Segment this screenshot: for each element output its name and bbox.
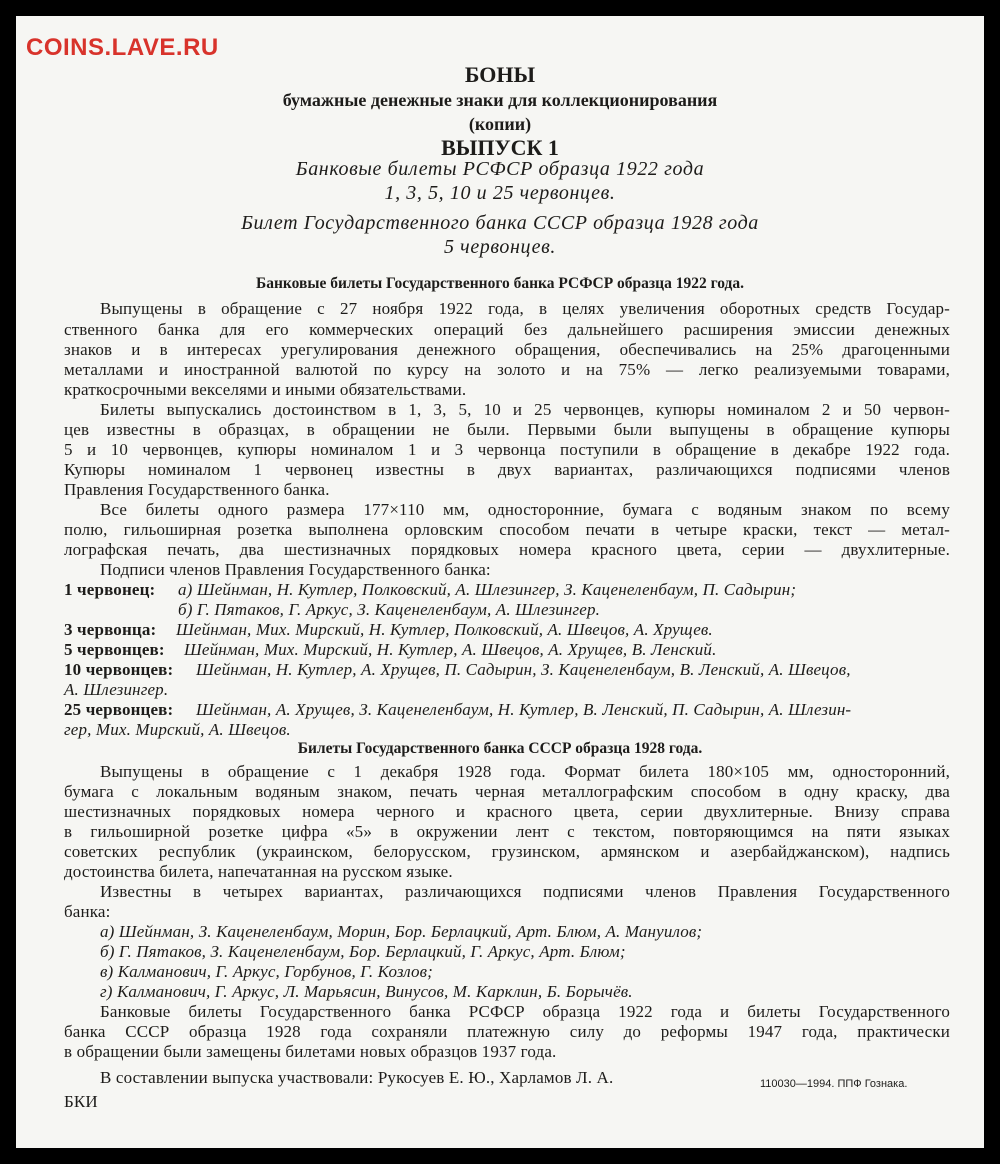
s2-p3-line: Банковые билеты Государственного банка РСФСР образца 1922 года и билеты Государственного: [100, 1002, 950, 1021]
variant-a: а) Шейнман, З. Каценеленбаум, Морин, Бор. Берлацкий, Арт. Блюм, А. Мануилов;: [100, 922, 703, 941]
sig-label-3: 3 червонца:: [64, 620, 157, 639]
sig-25-cont: гер, Мих. Мирский, А. Швецов.: [64, 720, 291, 739]
sig-3: Шейнман, Мих. Мирский, Н. Кутлер, Полковский, А. Швецов, А. Хрущев.: [176, 620, 713, 639]
s1-p1-line: Выпущены в обращение с 27 ноября 1922 года, в целях увеличения оборотных средств Государ-: [100, 299, 950, 318]
variant-c: в) Калманович, Г. Аркус, Горбунов, Г. Козлов;: [100, 962, 433, 981]
issue-number: ВЫПУСК 1: [441, 135, 559, 160]
s2-p1-line: бумага с локальным водяным знаком, печать черная металлографским способом в одну краску, два: [64, 782, 950, 801]
doc-subtitle: бумажные денежные знаки для коллекционирования: [282, 90, 718, 110]
site-watermark: COINS.LAVE.RU: [26, 34, 219, 61]
s1-p2-line: цев известны в образцах, в обращении не были. Первыми были выпущены в обращение купюры: [64, 420, 950, 439]
s1-p3-line: полю, гильоширная розетка выполнена орловским способом печати в четыре краски, текст — метал-: [64, 520, 950, 539]
sig-label-10: 10 червонцев:: [64, 660, 174, 679]
s2-p1-line: достоинства билета, напечатанная на русском языке.: [64, 862, 453, 881]
printer-imprint: 110030—1994. ППФ Гознака.: [760, 1078, 908, 1090]
sig-label-1: 1 червонец:: [64, 580, 156, 599]
header-line-2: 1, 3, 5, 10 и 25 червонцев.: [384, 182, 616, 204]
s1-p1-line: краткосрочными векселями и иными обязательствами.: [64, 380, 467, 399]
section2-heading: Билеты Государственного банка СССР образца 1928 года.: [297, 740, 703, 757]
bki-mark: БКИ: [64, 1092, 98, 1111]
sig-10: Шейнман, Н. Кутлер, А. Хрущев, П. Садырин, З. Каценеленбаум, В. Ленский, А. Швецов,: [196, 660, 851, 679]
sig-5: Шейнман, Мих. Мирский, Н. Кутлер, А. Швецов, А. Хрущев, В. Ленский.: [184, 640, 717, 659]
s2-p2-line: Известны в четырех вариантах, различающихся подписями членов Правления Государственного: [100, 882, 950, 901]
sig-label-25: 25 червонцев:: [64, 700, 174, 719]
sig-1-a: а) Шейнман, Н. Кутлер, Полковский, А. Шлезингер, З. Каценеленбаум, П. Садырин;: [178, 580, 797, 599]
s2-p3-line: в обращении были замещены билетами новых образцов 1937 года.: [64, 1042, 557, 1061]
s1-p1-line: металлами и иностранной валютой по курсу на золото и на 75% — легко реализуемыми товарами,: [64, 360, 950, 379]
s1-p1-line: ственного банка для его коммерческих операций без дальнейшего расширения эмиссии денежных: [64, 320, 950, 339]
s1-p3-line: Все билеты одного размера 177×110 мм, односторонние, бумага с водяным знаком по всему: [100, 500, 950, 519]
s2-p1-line: в гильоширной розетке цифра «5» в окружении лент с текстом, повторяющимся на пяти языках: [64, 822, 950, 841]
s2-p3-line: банка СССР образца 1928 года сохраняли платежную силу до реформы 1947 года, практически: [64, 1022, 950, 1041]
sig-25: Шейнман, А. Хрущев, З. Каценеленбаум, Н. Кутлер, В. Ленский, П. Садырин, А. Шлезин-: [196, 700, 852, 719]
s1-p2-line: Билеты выпускались достоинством в 1, 3, 5, 10 и 25 червонцев, купюры номиналом 2 и 50 червон-: [100, 400, 950, 419]
variant-d: г) Калманович, Г. Аркус, Л. Марьясин, Винусов, М. Карклин, Б. Борычёв.: [100, 982, 633, 1001]
sig-10-cont: А. Шлезингер.: [64, 680, 169, 699]
sig-label-5: 5 червонцев:: [64, 640, 165, 659]
s2-p2-line: банка:: [64, 902, 111, 921]
s1-p2-line: Правления Государственного банка.: [64, 480, 330, 499]
s1-p2-line: 5 и 10 червонцев, купюры номиналом 1 и 3 червонца поступили в обращение в декабре 1922 года.: [64, 440, 950, 459]
doc-title: БОНЫ: [464, 62, 536, 87]
signatures-intro: Подписи членов Правления Государственного банка:: [100, 560, 491, 579]
s2-p1-line: Выпущены в обращение с 1 декабря 1928 года. Формат билета 180×105 мм, односторонний,: [100, 762, 950, 781]
doc-copies-note: (копии): [468, 114, 532, 134]
header-line-1: Банковые билеты РСФСР образца 1922 года: [295, 158, 705, 180]
variant-b: б) Г. Пятаков, З. Каценеленбаум, Бор. Берлацкий, Г. Аркус, Арт. Блюм;: [100, 942, 626, 961]
s1-p1-line: знаков и в интересах урегулирования денежного обращения, обеспечивались на 25% драгоценными: [64, 340, 950, 359]
header-line-4: 5 червонцев.: [443, 236, 556, 258]
s1-p3-line: лографская печать, два шестизначных порядковых номера красного цвета, серии — двухлитерные.: [64, 540, 950, 559]
header-line-3: Билет Государственного банка СССР образца 1928 года: [241, 212, 759, 234]
s2-p1-line: советских республик (украинском, белорусском, грузинском, армянском и азербайджанском), надпись: [64, 842, 950, 861]
section1-heading: Банковые билеты Государственного банка РСФСР образца 1922 года.: [255, 275, 745, 292]
sig-1-b: б) Г. Пятаков, Г. Аркус, З. Каценеленбаум, А. Шлезингер.: [178, 600, 601, 619]
s1-p2-line: Купюры номиналом 1 червонец известны в двух вариантах, различающихся подписями членов: [64, 460, 950, 479]
credits: В составлении выпуска участвовали: Рукосуев Е. Ю., Харламов Л. А.: [100, 1068, 614, 1087]
s2-p1-line: шестизначных порядковых номера черного и красного цвета, серии двухлитерные. Внизу справа: [64, 802, 950, 821]
